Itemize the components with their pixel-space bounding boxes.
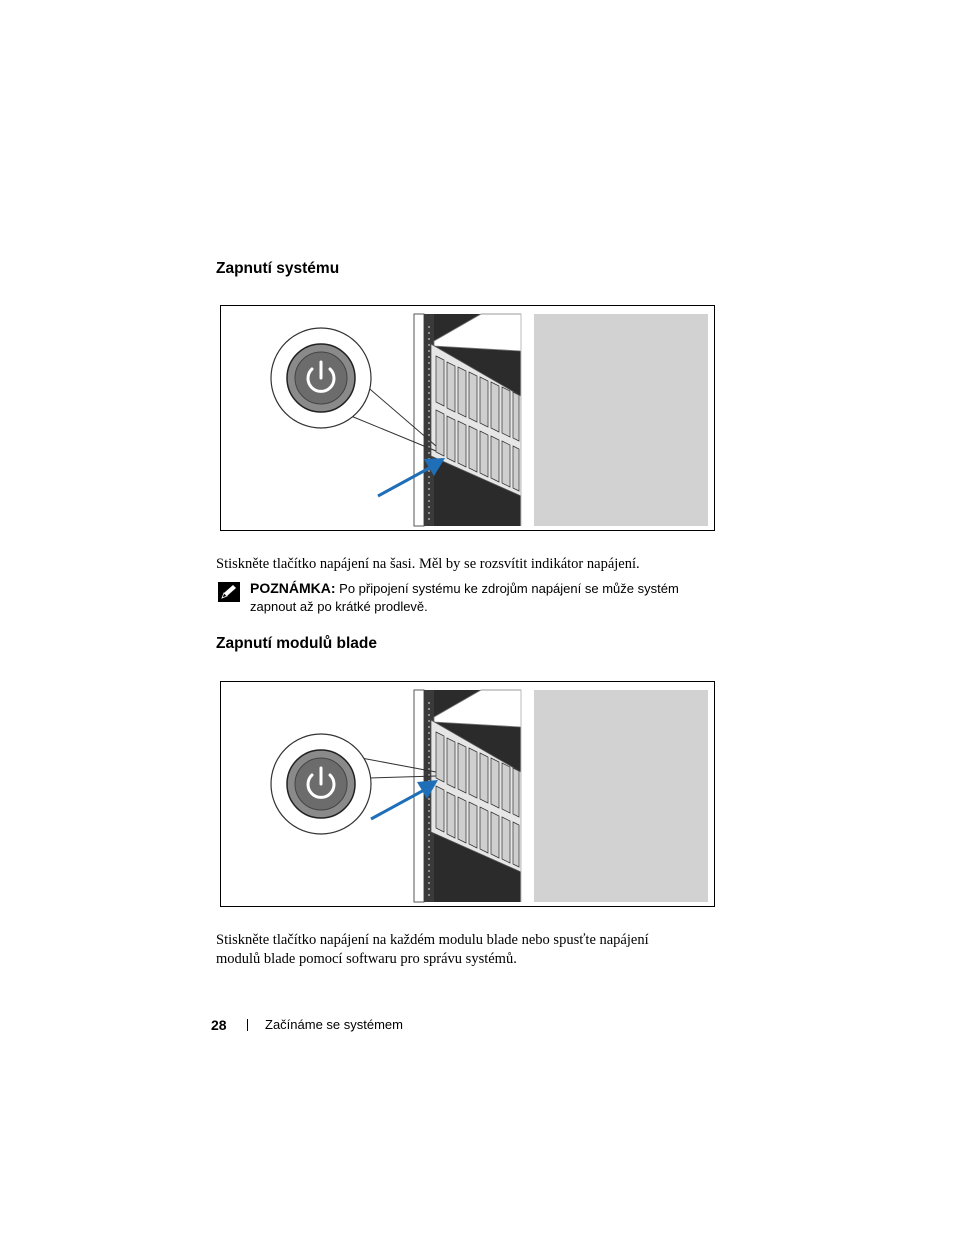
blade-illustration	[221, 682, 714, 906]
chassis-illustration	[221, 306, 714, 530]
note-body: Po připojení systému ke zdrojům napájení se může systém zapnout až po krátké prodlevě.	[250, 581, 679, 614]
section-heading-power-on-blades: Zapnutí modulů blade	[216, 635, 378, 652]
figure-chassis-power-button	[220, 305, 715, 531]
note-text	[250, 580, 720, 615]
footer-title: Začínáme se systémem	[265, 1017, 403, 1032]
figure-blade-power-button	[220, 681, 715, 907]
pencil-note-icon	[218, 582, 240, 602]
paragraph-press-blade-button: Stiskněte tlačítko napájení na každém modulu blade nebo spusťte napájení modulů blade pomocí softwaru pro správu systémů.	[216, 932, 649, 967]
note-label: POZNÁMKA:	[250, 580, 336, 596]
page-number: 28	[211, 1017, 227, 1033]
section-heading-power-on-system: Zapnutí systému	[216, 260, 340, 277]
paragraph-press-chassis-button: Stiskněte tlačítko napájení na šasi. Měl by se rozsvítit indikátor napájení.	[216, 556, 640, 572]
footer-separator	[247, 1019, 248, 1031]
